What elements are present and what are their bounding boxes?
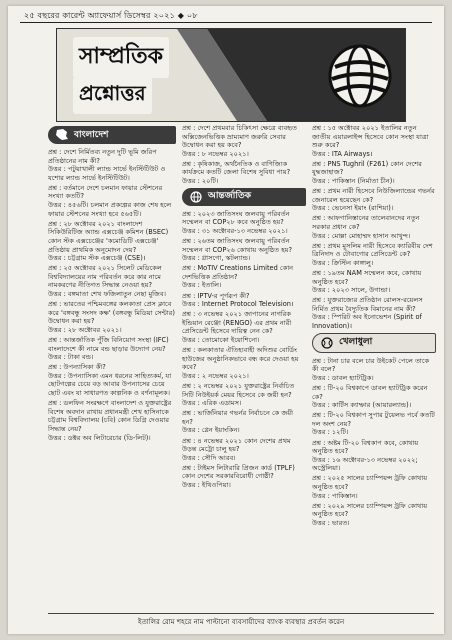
question: প্রশ্ন : বর্তমানে দেশে চলমান ফায়ার স্টেশনের সংখ্যা কতটি?: [48, 183, 163, 201]
answer: উত্তর : ১২টি।: [312, 428, 349, 437]
question: প্রশ্ন : ৪ নভেম্বর ২০২১ কোন দেশের প্রথম উড়ন্ত মেট্রো চালু হয়?: [182, 436, 291, 454]
answer: উত্তর : ডাবল হ্যাটট্রিক।: [312, 373, 374, 382]
question: প্রশ্ন : ডলফিন সংরক্ষণে বাংলাদেশ ও যুক্তরাষ্ট্রের বিশেষ অবদান রাখায় প্রধানমন্ত্রী শেখ হাসিনাকে চট্টগ্রাম বিশ্ববিদ্যালয় (চবি) কোন ডিগ্রি দেওয়ার সিদ্ধান্ত নেয়?: [48, 399, 172, 433]
answer: উত্তর : ইতালি।: [182, 281, 222, 290]
question: প্রশ্ন : ১৯তম NAM সম্মেলন কবে, কোথায় অনুষ্ঠিত হবে?: [312, 269, 422, 286]
qa-item: [48, 148, 176, 182]
column-2: [182, 124, 306, 491]
question: প্রশ্ন : উপন্যাসিকা কী?: [48, 363, 106, 372]
qa-item: [312, 384, 436, 410]
qa-item: [312, 439, 436, 473]
globe-icon: [327, 43, 393, 109]
section-header-international: [182, 188, 306, 206]
column-3: [312, 124, 436, 529]
qa-item: [312, 124, 436, 158]
qa-item: [312, 502, 436, 528]
section-header-sports: [312, 333, 436, 353]
answer: উত্তর : টাকা বন্ড।: [48, 353, 94, 362]
qa-item: [48, 399, 176, 442]
qa-item: [312, 357, 436, 383]
qa-item: [182, 310, 306, 344]
question: প্রশ্ন : প্রথম নারী হিসেবে নিউজিল্যান্ডের গভর্নর জেনারেল হয়েছেন কে?: [312, 187, 435, 204]
question: প্রশ্ন : ২০২৯ সালের চ্যাম্পিয়ন্স ট্রফি কোথায় অনুষ্ঠিত হবে?: [312, 501, 428, 519]
question: প্রশ্ন : টাইমস লিটারারি প্রিজন কার্ড (TPLF) কোন দেশের সরকারবিরোধী গোষ্ঠী?: [182, 463, 295, 481]
header-rule: [20, 22, 432, 23]
question: প্রশ্ন : ২০২৩ জাতিসংঘ জলবায়ু পরিবর্তন সম্মেলন বা COP২৮ কবে অনুষ্ঠিত হয়?: [182, 209, 290, 227]
question: প্রশ্ন : আফগানিস্তানের তালেবানদের নতুন সরকার প্রধান কে?: [312, 214, 420, 232]
answer: উত্তর : ৪৫৬টি। চলমান প্রকল্পের কাজ শেষ হলে ফায়ার স্টেশনের সংখ্যা হবে ৫৬৫টি।: [48, 201, 172, 218]
qa-item: [182, 210, 306, 236]
question: প্রশ্ন : ১৫ অক্টোবর ২০২১ ইতালির নতুন জাতীয় এয়ারলাইন্স হিসেবে কোন সংস্থা যাত্রা শুরু করে?: [312, 124, 429, 150]
qa-item: [182, 160, 306, 186]
answer: উত্তর : ITA Airways।: [312, 149, 373, 158]
question: প্রশ্ন : ২৫ অক্টোবর ২০২১ সিলেট মেডিকেল বিশ্ববিদ্যালয়ের নাম পরিবর্তন করে কার নামে নামকরণের নীতিগত সিদ্ধান্ত নেওয়া হয়?: [48, 264, 162, 290]
answer: উত্তর : ইথিওপিয়া।: [182, 480, 231, 489]
question: প্রশ্ন : MoTIV Creations Limited কোন দেশভিত্তিক প্রতিষ্ঠান?: [182, 264, 294, 281]
answer: উত্তর : এরিক এডামস।: [182, 399, 242, 408]
question: প্রশ্ন : PNS Tughril (F261) কোন দেশের যুদ্ধজাহাজ?: [312, 159, 422, 177]
answer: উত্তর : ২০২৩ সালে, উগান্ডা।: [312, 286, 391, 295]
answer: উত্তর : পাকিস্তান (নির্মাতা চীন)।: [312, 177, 395, 186]
qa-item: [48, 363, 176, 397]
answer: উত্তর : ২০টি।: [182, 177, 219, 186]
qa-item: [312, 296, 436, 330]
qa-item: [312, 214, 436, 240]
globe-small-icon: [188, 191, 204, 203]
answer: উত্তর : উপন্যাসিকা এমন ধরনের সাহিত্যকর্ম, যা ছোটগল্পের চেয়ে বড় আবার উপন্যাসের চেয়ে ছোট এবং যা সাধারণত কাল্পনিক ও বর্ণনামূলক।: [48, 371, 172, 398]
answer: উত্তর : স্পিরিট অব ইনোভেশন (Spirit of Innovation)।: [312, 313, 422, 331]
question: প্রশ্ন : ২০২৫ সালের চ্যাম্পিয়ন্স ট্রফি কোথায় অনুষ্ঠিত হবে?: [312, 474, 428, 491]
answer: উত্তর : সৌদি আরব।: [182, 453, 236, 462]
answer: উত্তর : ৩১ অক্টোবর-১৩ নভেম্বর ২০২১।: [182, 226, 288, 235]
qa-item: [182, 382, 306, 408]
answer: উত্তর : ক্রিস্টিন কাঙ্গালু।: [312, 258, 374, 267]
qa-item: [182, 264, 306, 290]
sports-ball-icon: [319, 337, 335, 349]
question: প্রশ্ন : কৃষিকাজ, অর্থনৈতিক ও বাণিজ্যিক কার্যক্রমে কতটি জেলা বিশেষ সুবিধা পায়?: [182, 159, 291, 177]
question: প্রশ্ন : আন্তর্জাতিক পুঁজি বিনিয়োগ সংস্থা (IFC) বাংলাদেশে কী নামে বন্ড ছাড়ার উদ্যোগ নেয়?: [48, 335, 169, 353]
title-banner: [56, 28, 406, 122]
title-line-1: সাম্প্রতিক: [73, 37, 169, 78]
qa-item: [182, 292, 306, 309]
section-title: আন্তর্জাতিক: [208, 191, 251, 202]
qa-item: [182, 464, 306, 490]
question: প্রশ্ন : প্রথম মুসলিম নারী হিসেবে ক্যারিবীয় দেশ ত্রিনিদাদ ও টোবাগোর প্রেসিডেন্ট কে?: [312, 241, 433, 259]
qa-item: [312, 474, 436, 500]
answer: উত্তর : বঙ্গমাতা শেখ ফজিলাতুন নেছা মুজিব।: [48, 290, 166, 298]
section-header-bangladesh: [48, 126, 176, 144]
qa-item: [48, 264, 176, 298]
qa-item: [182, 346, 306, 380]
answer: উত্তর : ২৮ অক্টোবর ২০২১।: [48, 325, 122, 334]
answer: উত্তর : ডক্টর অব লিটারেচার (ডি-লিট)।: [48, 433, 151, 442]
question: প্রশ্ন : ভার্জিনিয়ার গভর্নর নির্বাচনে কে জয়ী হন?: [182, 409, 294, 426]
answer: উত্তর : গ্লাসগো, স্কটল্যান্ড।: [182, 254, 251, 263]
qa-item: [48, 300, 176, 334]
column-1: [48, 124, 176, 444]
question: প্রশ্ন : ২৮ অক্টোবর ২০২১ বাংলাদেশ সিকিউরিটিজ অ্যান্ড এক্সচেঞ্জ কমিশন (BSEC) কোন স্টক এক্সচেঞ্জের 'কমোডিটি এক্সচেঞ্জ' প্রতিষ্ঠায় প্রাথমিক অনুমোদন দেয়?: [48, 219, 169, 254]
qa-item: [312, 269, 436, 295]
question: প্রশ্ন : দেশে প্রথমবার চিকিৎসা ক্ষেত্রে ব্যবহৃত অক্সিজেনভিত্তিক ভ্রাম্যমাণ জরুরি সেবার উদ্বোধন করা হয় কবে?: [182, 124, 297, 150]
title-line-2: প্রশ্নোত্তর: [73, 77, 152, 114]
question: প্রশ্ন : দেশে নির্মিতব্য নতুন দুটি ভূমি জরিপ প্রতিষ্ঠানের নাম কী?: [48, 148, 157, 165]
question: প্রশ্ন : ২৬তম জাতিসংঘ জলবায়ু পরিবর্তন সম্মেলন বা COP২৬ কোথায় অনুষ্ঠিত হয়?: [182, 236, 293, 254]
question: প্রশ্ন : ২ নভেম্বর ২০২১ যুক্তরাষ্ট্রের নির্বাচিত সিটি নিউইয়র্ক মেয়র হিসেবে কে জয়ী হন?: [182, 381, 295, 399]
answer: উত্তর : ১৬ অক্টোবর-১৩ নভেম্বর ২০২২; অস্ট্রেলিয়া।: [312, 455, 418, 473]
answer: উত্তর : ২ নভেম্বর ২০২১।: [182, 371, 249, 380]
qa-item: [182, 409, 306, 435]
section-title: বাংলাদেশ: [74, 129, 109, 140]
answer: উত্তর : ভেনেসা ইয়াং (রাশিয়া)।: [312, 204, 394, 213]
qa-item: [182, 437, 306, 463]
qa-item: [48, 336, 176, 362]
page-footer: ইতালির রোম শহরে নাম পাল্টানো ব্যবসায়ীদের ব্যাংক ব্যবস্থার প্রবর্তন করেন: [48, 613, 434, 628]
answer: উত্তর : পাকিস্তান।: [312, 491, 358, 500]
question: প্রশ্ন : টি-২০ বিশ্বকাপে ডাবল হ্যাটট্রিক করেন কে?: [312, 383, 428, 401]
question: প্রশ্ন : IPTV-র পূর্ণরূপ কী?: [182, 291, 250, 300]
answer: উত্তর : মোল্লা মোহাম্মদ হাসান আখুন্দ।: [312, 231, 411, 240]
qa-item: [312, 411, 436, 437]
section-title: খেলাধুলা: [339, 337, 373, 348]
qa-item: [182, 237, 306, 263]
answer: উত্তর : কার্টিস ক্যাম্ফার (আয়ারল্যান্ড)।: [312, 401, 412, 410]
question: প্রশ্ন : অষ্টম টি-২০ বিশ্বকাপ কবে, কোথায় অনুষ্ঠিত হবে?: [312, 438, 419, 456]
question: প্রশ্ন : কলকাতার ঐতিহ্যবাহী অদিশুর বোর্ডিং হাউজের অনুষ্ঠানিকভাবে বন্ধ করে দেওয়া হয় কবে?: [182, 346, 299, 372]
qa-item: [48, 220, 176, 263]
qa-item: [48, 184, 176, 218]
qa-item: [312, 187, 436, 213]
qa-item: [182, 124, 306, 158]
magazine-page: [8, 6, 444, 634]
answer: উত্তর : ভারত।: [312, 518, 350, 527]
answer: উত্তর : তোমোকো ইয়োশিনো।: [182, 335, 260, 344]
bangladesh-map-icon: [54, 129, 70, 141]
running-head: ২৫ বছরের কারেন্ট অ্যাফেয়ার্স ডিসেম্বর ২০২১ ◆ ০৮: [24, 11, 198, 20]
answer: উত্তর : ৮ নভেম্বর ২০২১।: [182, 149, 249, 158]
question: প্রশ্ন : ভারতের পশ্চিমবঙ্গের কলকাতা প্রেস ক্লাবে করে 'বঙ্গবন্ধু সংসদ কক্ষ' (বঙ্গবন্ধু মিডিয়া সেন্টার) উদ্বোধন করা হয়?: [48, 300, 175, 326]
qa-item: [312, 160, 436, 186]
question: প্রশ্ন : টানা চার বলে চার উইকেট পেলে তাকে কী বলে?: [312, 356, 430, 374]
answer: উত্তর : Internet Protocol Television।: [182, 300, 294, 309]
question: প্রশ্ন : যুক্তরাজ্যের প্রতিষ্ঠান রোলস-রয়েলস নির্মিত প্রথম বৈদ্যুতিক বিমানের নাম কী?: [312, 296, 423, 313]
answer: উত্তর : পটুয়াখালী ল্যান্ড সার্ভে ইনস্টিটিউট ও যশোর ল্যান্ড সার্ভে ইনস্টিটিউট।: [48, 165, 166, 182]
question: প্রশ্ন : টি-২০ বিশ্বকাপ সুপার টুয়েলভ পর্বে কতটি দল অংশ নেয়?: [312, 411, 435, 428]
answer: উত্তর : গ্লেন ইয়াংকিন।: [182, 426, 240, 435]
question: প্রশ্ন : ৩ নভেম্বর ২০২১ জাপানের নাগরিক ইন্ডিয়ান রেঞ্জো (RENGO) এর প্রথম নারী প্রেসিডেন্ট হিসেবে দায়িত্ব নেন কে?: [182, 310, 292, 336]
answer: উত্তর : চট্টগ্রাম স্টক এক্সচেঞ্জ (CSE)।: [48, 254, 146, 263]
qa-item: [312, 242, 436, 268]
